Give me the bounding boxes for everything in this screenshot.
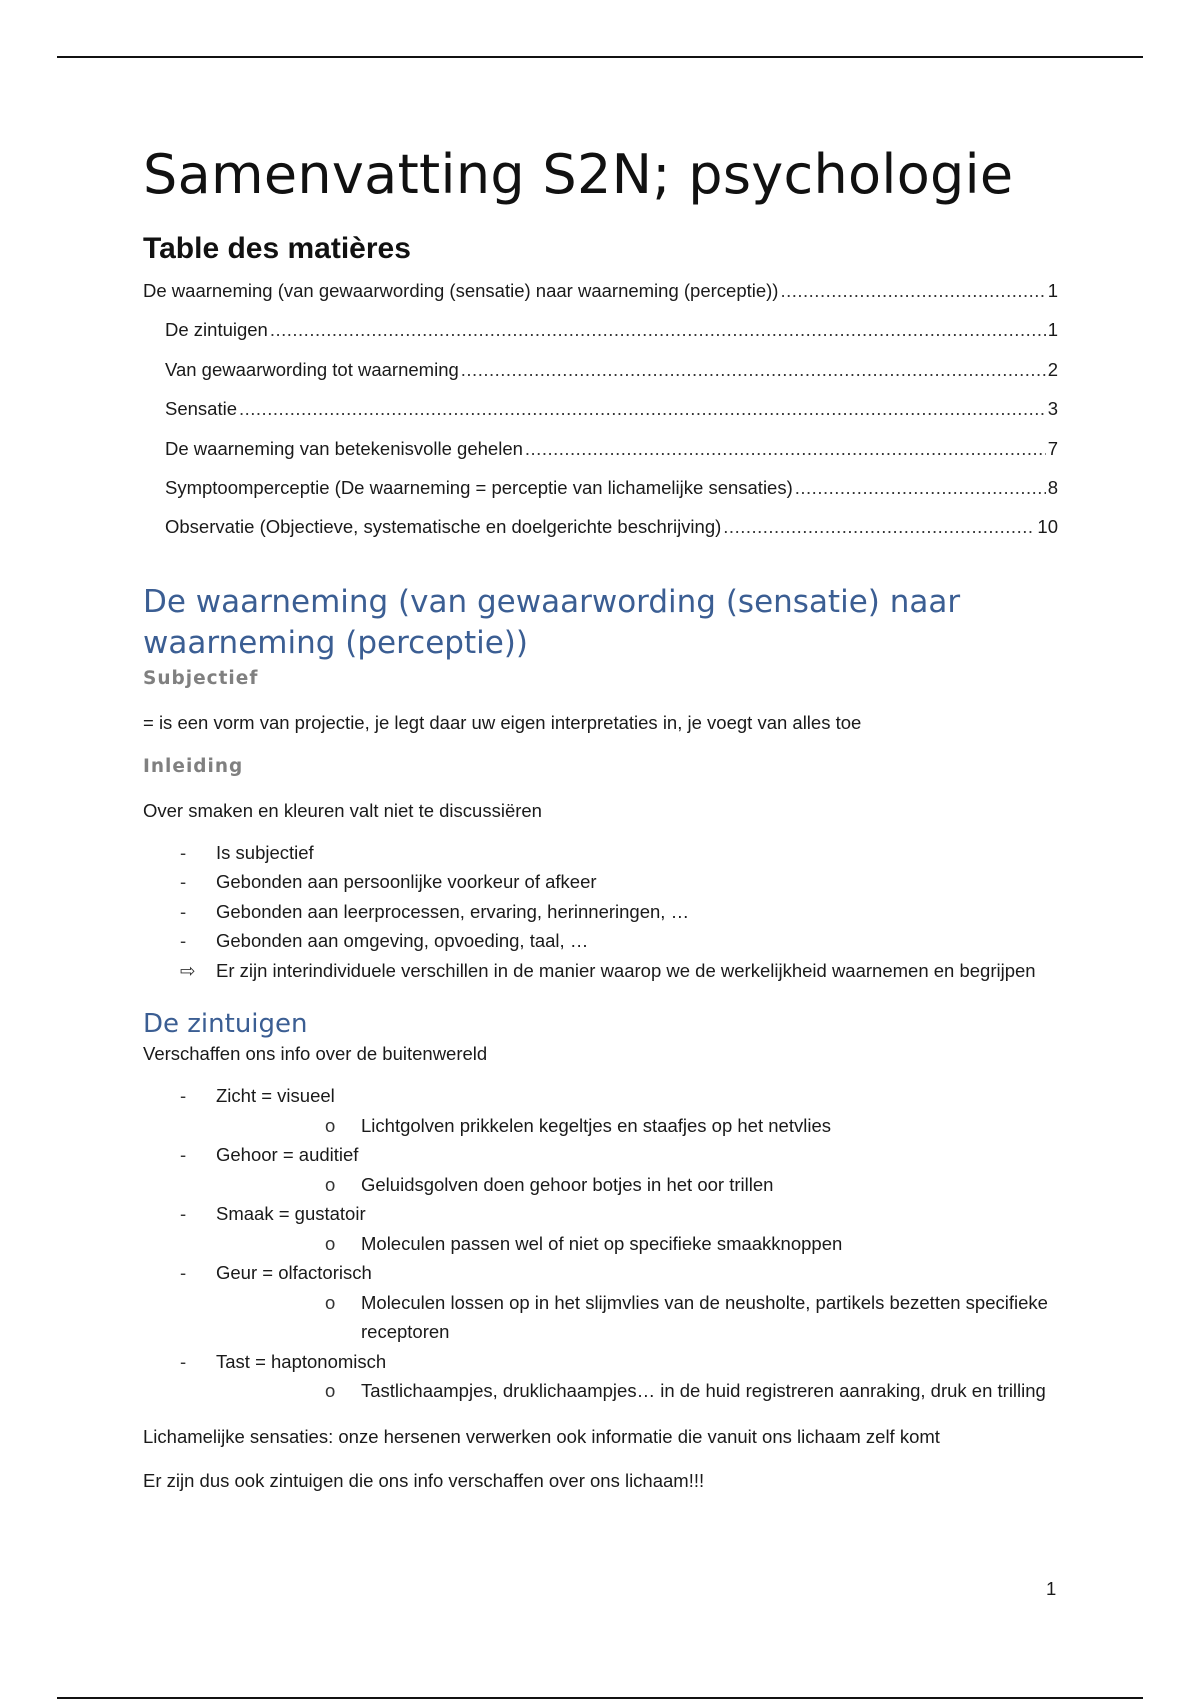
toc-leader	[795, 477, 1046, 499]
toc-entry-label: De zintuigen	[165, 319, 268, 341]
table-of-contents	[143, 280, 1058, 556]
paragraph: = is een vorm van projectie, je legt daar uw eigen interpretaties in, je voegt van alles toe	[143, 711, 862, 733]
paragraph: Lichamelijke sensaties: onze hersenen verwerken ook informatie die vanuit ons lichaam zelf komt	[143, 1425, 940, 1447]
list-item-text: Tast = haptonomisch	[216, 1350, 387, 1372]
paragraph: Er zijn dus ook zintuigen die ons info verschaffen over ons lichaam!!!	[143, 1469, 705, 1491]
list-item	[143, 897, 1058, 927]
dash-marker: -	[180, 841, 187, 863]
list-item-text: Gebonden aan persoonlijke voorkeur of afkeer	[216, 871, 597, 893]
dash-marker: -	[180, 1085, 187, 1107]
toc-entry-page: 10	[1037, 516, 1058, 538]
section-heading: De zintuigen	[143, 1009, 308, 1040]
list-item-text: Smaak = gustatoir	[216, 1203, 366, 1225]
list-item	[143, 1081, 1058, 1140]
dash-marker: -	[180, 1262, 187, 1284]
sub-list	[216, 1111, 1058, 1141]
list-item-text: Zicht = visueel	[216, 1085, 335, 1107]
bottom-rule	[57, 1697, 1143, 1699]
list-item	[143, 867, 1058, 897]
list-item-text: Gehoor = auditief	[216, 1144, 359, 1166]
toc-leader	[525, 438, 1046, 460]
sub-list-item-text: Moleculen lossen op in het slijmvlies van de neusholte, partikels bezetten specifieke receptoren	[361, 1291, 1048, 1343]
list-item	[143, 838, 1058, 868]
list-item	[143, 956, 1058, 986]
dash-marker: -	[180, 930, 187, 952]
list-item-text: Is subjectief	[216, 841, 314, 863]
list-item-text: Er zijn interindividuele verschillen in de manier waarop we de werkelijkheid waarnemen en begrijpen	[216, 959, 1036, 981]
toc-entry-page: 8	[1047, 476, 1058, 498]
toc-leader	[461, 359, 1046, 381]
dash-marker: -	[180, 1203, 187, 1225]
circle-marker: o	[325, 1380, 336, 1402]
sub-list-item-text: Moleculen passen wel of niet op specifieke smaakknoppen	[361, 1232, 843, 1254]
toc-entry-label: Sensatie	[165, 398, 237, 420]
toc-leader	[723, 516, 1035, 538]
toc-entry-label: Observatie (Objectieve, systematische en doelgerichte beschrijving)	[165, 516, 722, 538]
toc-entry[interactable]	[143, 438, 1058, 477]
subsection-heading: Subjectief	[143, 667, 259, 689]
dash-marker: -	[180, 900, 187, 922]
sub-list-item	[216, 1288, 1058, 1347]
sub-list-item-text: Lichtgolven prikkelen kegeltjes en staafjes op het netvlies	[361, 1114, 831, 1136]
sub-list	[216, 1376, 1058, 1406]
sub-list-item-text: Tastlichaampjes, druklichaampjes… in de huid registreren aanraking, druk en trilling	[361, 1380, 1046, 1402]
toc-entry-page: 7	[1047, 437, 1058, 459]
subsection-heading: Inleiding	[143, 755, 244, 777]
list-item-text: Gebonden aan omgeving, opvoeding, taal, …	[216, 930, 589, 952]
bullet-list	[143, 838, 1058, 986]
document-title: Samenvatting S2N; psychologie	[143, 143, 1014, 206]
toc-entry-label: Symptoomperceptie (De waarneming = perceptie van lichamelijke sensaties)	[165, 476, 793, 498]
toc-entry-page: 3	[1047, 398, 1058, 420]
list-item-text: Gebonden aan leerprocessen, ervaring, herinneringen, …	[216, 900, 690, 922]
dash-marker: -	[180, 1144, 187, 1166]
circle-marker: o	[325, 1114, 336, 1136]
list-item	[143, 1258, 1058, 1347]
toc-entry[interactable]	[143, 319, 1058, 358]
toc-entry-page: 1	[1047, 280, 1058, 301]
sub-list	[216, 1229, 1058, 1259]
dash-marker: -	[180, 871, 187, 893]
list-item	[143, 1347, 1058, 1406]
senses-list	[143, 1081, 1058, 1406]
list-item	[143, 1140, 1058, 1199]
toc-entry-page: 2	[1047, 358, 1058, 380]
sub-list-item	[216, 1376, 1058, 1406]
toc-entry-page: 1	[1047, 319, 1058, 341]
toc-entry[interactable]	[143, 477, 1058, 516]
list-item	[143, 926, 1058, 956]
list-item	[143, 1199, 1058, 1258]
toc-leader	[270, 319, 1046, 341]
document-page	[143, 140, 1058, 1494]
list-item-text: Geur = olfactorisch	[216, 1262, 372, 1284]
sub-list-item	[216, 1170, 1058, 1200]
toc-entry-label: De waarneming van betekenisvolle gehelen	[165, 437, 523, 459]
arrow-icon: ⇨	[180, 959, 196, 981]
paragraph: Verschaffen ons info over de buitenwereld	[143, 1043, 488, 1065]
page-number: 1	[1046, 1578, 1057, 1599]
toc-leader	[239, 398, 1046, 420]
circle-marker: o	[325, 1173, 336, 1195]
circle-marker: o	[325, 1291, 336, 1313]
sub-list-item	[216, 1229, 1058, 1259]
top-rule	[57, 56, 1143, 58]
sub-list	[216, 1170, 1058, 1200]
circle-marker: o	[325, 1232, 336, 1254]
section-heading: De waarneming (van gewaarwording (sensatie) naar waarneming (perceptie))	[143, 583, 961, 661]
toc-heading: Table des matières	[143, 232, 411, 265]
paragraph: Over smaken en kleuren valt niet te discussiëren	[143, 799, 542, 821]
sub-list-item-text: Geluidsgolven doen gehoor botjes in het oor trillen	[361, 1173, 774, 1195]
toc-leader	[780, 280, 1045, 302]
toc-entry[interactable]	[143, 280, 1058, 319]
toc-entry[interactable]	[143, 398, 1058, 437]
sub-list-item	[216, 1111, 1058, 1141]
toc-entry[interactable]	[143, 516, 1058, 555]
sub-list	[216, 1288, 1058, 1347]
dash-marker: -	[180, 1350, 187, 1372]
toc-entry-label: De waarneming (van gewaarwording (sensatie) naar waarneming (perceptie))	[143, 280, 779, 301]
toc-entry[interactable]	[143, 359, 1058, 398]
toc-entry-label: Van gewaarwording tot waarneming	[165, 358, 459, 380]
